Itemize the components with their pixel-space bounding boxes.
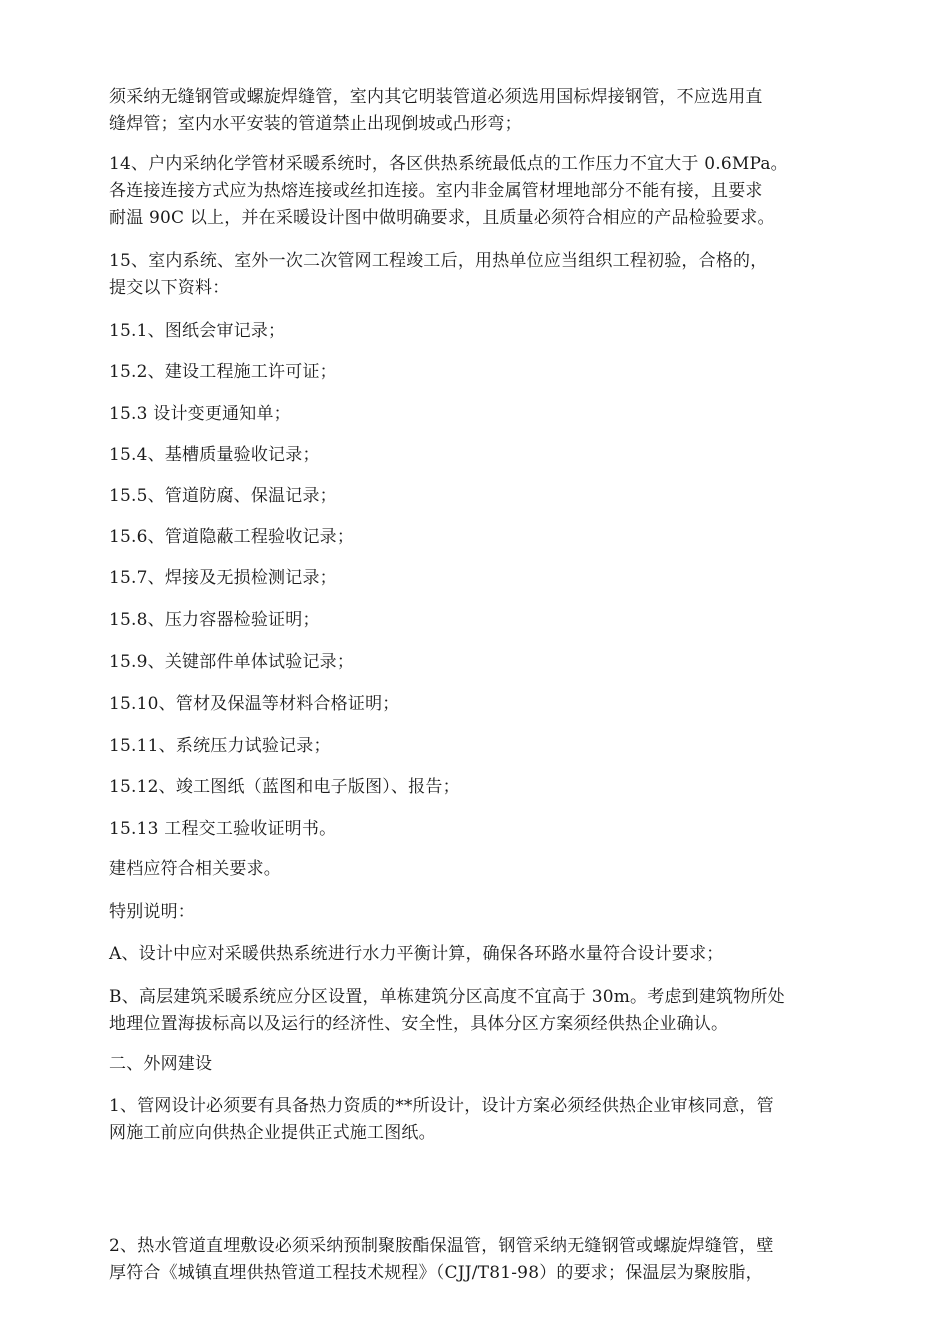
list-item: 15.1、图纸会审记录； xyxy=(109,321,286,341)
list-item: 15.13 工程交工验收证明书。 xyxy=(109,819,337,839)
text-line: 提交以下资料： xyxy=(109,278,230,298)
list-item: 15.6、管道隐蔽工程验收记录； xyxy=(109,527,355,547)
text-line: 2、热水管道直埋敷设必须采纳预制聚胺酯保温管，钢管采纳无缝钢管或螺旋焊缝管，壁 xyxy=(109,1236,774,1256)
list-item: 15.3 设计变更通知单； xyxy=(109,404,291,424)
text-line: 15、室内系统、室外一次二次管网工程竣工后，用热单位应当组织工程初验，合格的， xyxy=(109,251,768,271)
section-heading: 二、外网建设 xyxy=(109,1054,213,1074)
text-line: 14、户内采纳化学管材采暖系统时，各区供热系统最低点的工作压力不宜大于 0.6MPa。 xyxy=(109,154,788,174)
text-line: 耐温 90C 以上，并在采暖设计图中做明确要求，且质量必须符合相应的产品检验要求。 xyxy=(109,208,775,228)
list-item: 15.5、管道防腐、保温记录； xyxy=(109,486,337,506)
text-line: B、高层建筑采暖系统应分区设置，单栋建筑分区高度不宜高于 30m。考虑到建筑物所处 xyxy=(109,987,785,1007)
text-line: 地理位置海拔标高以及运行的经济性、安全性，具体分区方案须经供热企业确认。 xyxy=(109,1014,729,1034)
list-item: 15.7、焊接及无损检测记录； xyxy=(109,568,337,588)
list-item: 15.10、管材及保温等材料合格证明； xyxy=(109,694,400,714)
text-line: 厚符合《城镇直埋供热管道工程技术规程》（CJJ/T81-98）的要求；保温层为聚胺脂， xyxy=(109,1263,763,1283)
list-item: 15.12、竣工图纸（蓝图和电子版图）、报告； xyxy=(109,777,460,797)
list-item: 15.8、压力容器检验证明； xyxy=(109,610,320,630)
list-item: 15.9、关键部件单体试验记录； xyxy=(109,652,355,672)
text-line: A、设计中应对采暖供热系统进行水力平衡计算，确保各环路水量符合设计要求； xyxy=(109,944,724,964)
text-line: 1、管网设计必须要有具备热力资质的**所设计，设计方案必须经供热企业审核同意，管 xyxy=(109,1096,774,1116)
text-line: 建档应符合相关要求。 xyxy=(109,859,281,879)
list-item: 15.11、系统压力试验记录； xyxy=(109,736,331,756)
text-line: 缝焊管；室内水平安装的管道禁止出现倒坡或凸形弯； xyxy=(109,114,522,134)
text-line: 须采纳无缝钢管或螺旋焊缝管，室内其它明装管道必须选用国标焊接钢管，不应选用直 xyxy=(109,87,763,107)
text-line: 各连接连接方式应为热熔连接或丝扣连接。室内非金属管材埋地部分不能有接，且要求 xyxy=(109,181,763,201)
list-item: 15.4、基槽质量验收记录； xyxy=(109,445,320,465)
section-heading: 特别说明： xyxy=(109,902,195,922)
list-item: 15.2、建设工程施工许可证； xyxy=(109,362,337,382)
text-line: 网施工前应向供热企业提供正式施工图纸。 xyxy=(109,1123,436,1143)
